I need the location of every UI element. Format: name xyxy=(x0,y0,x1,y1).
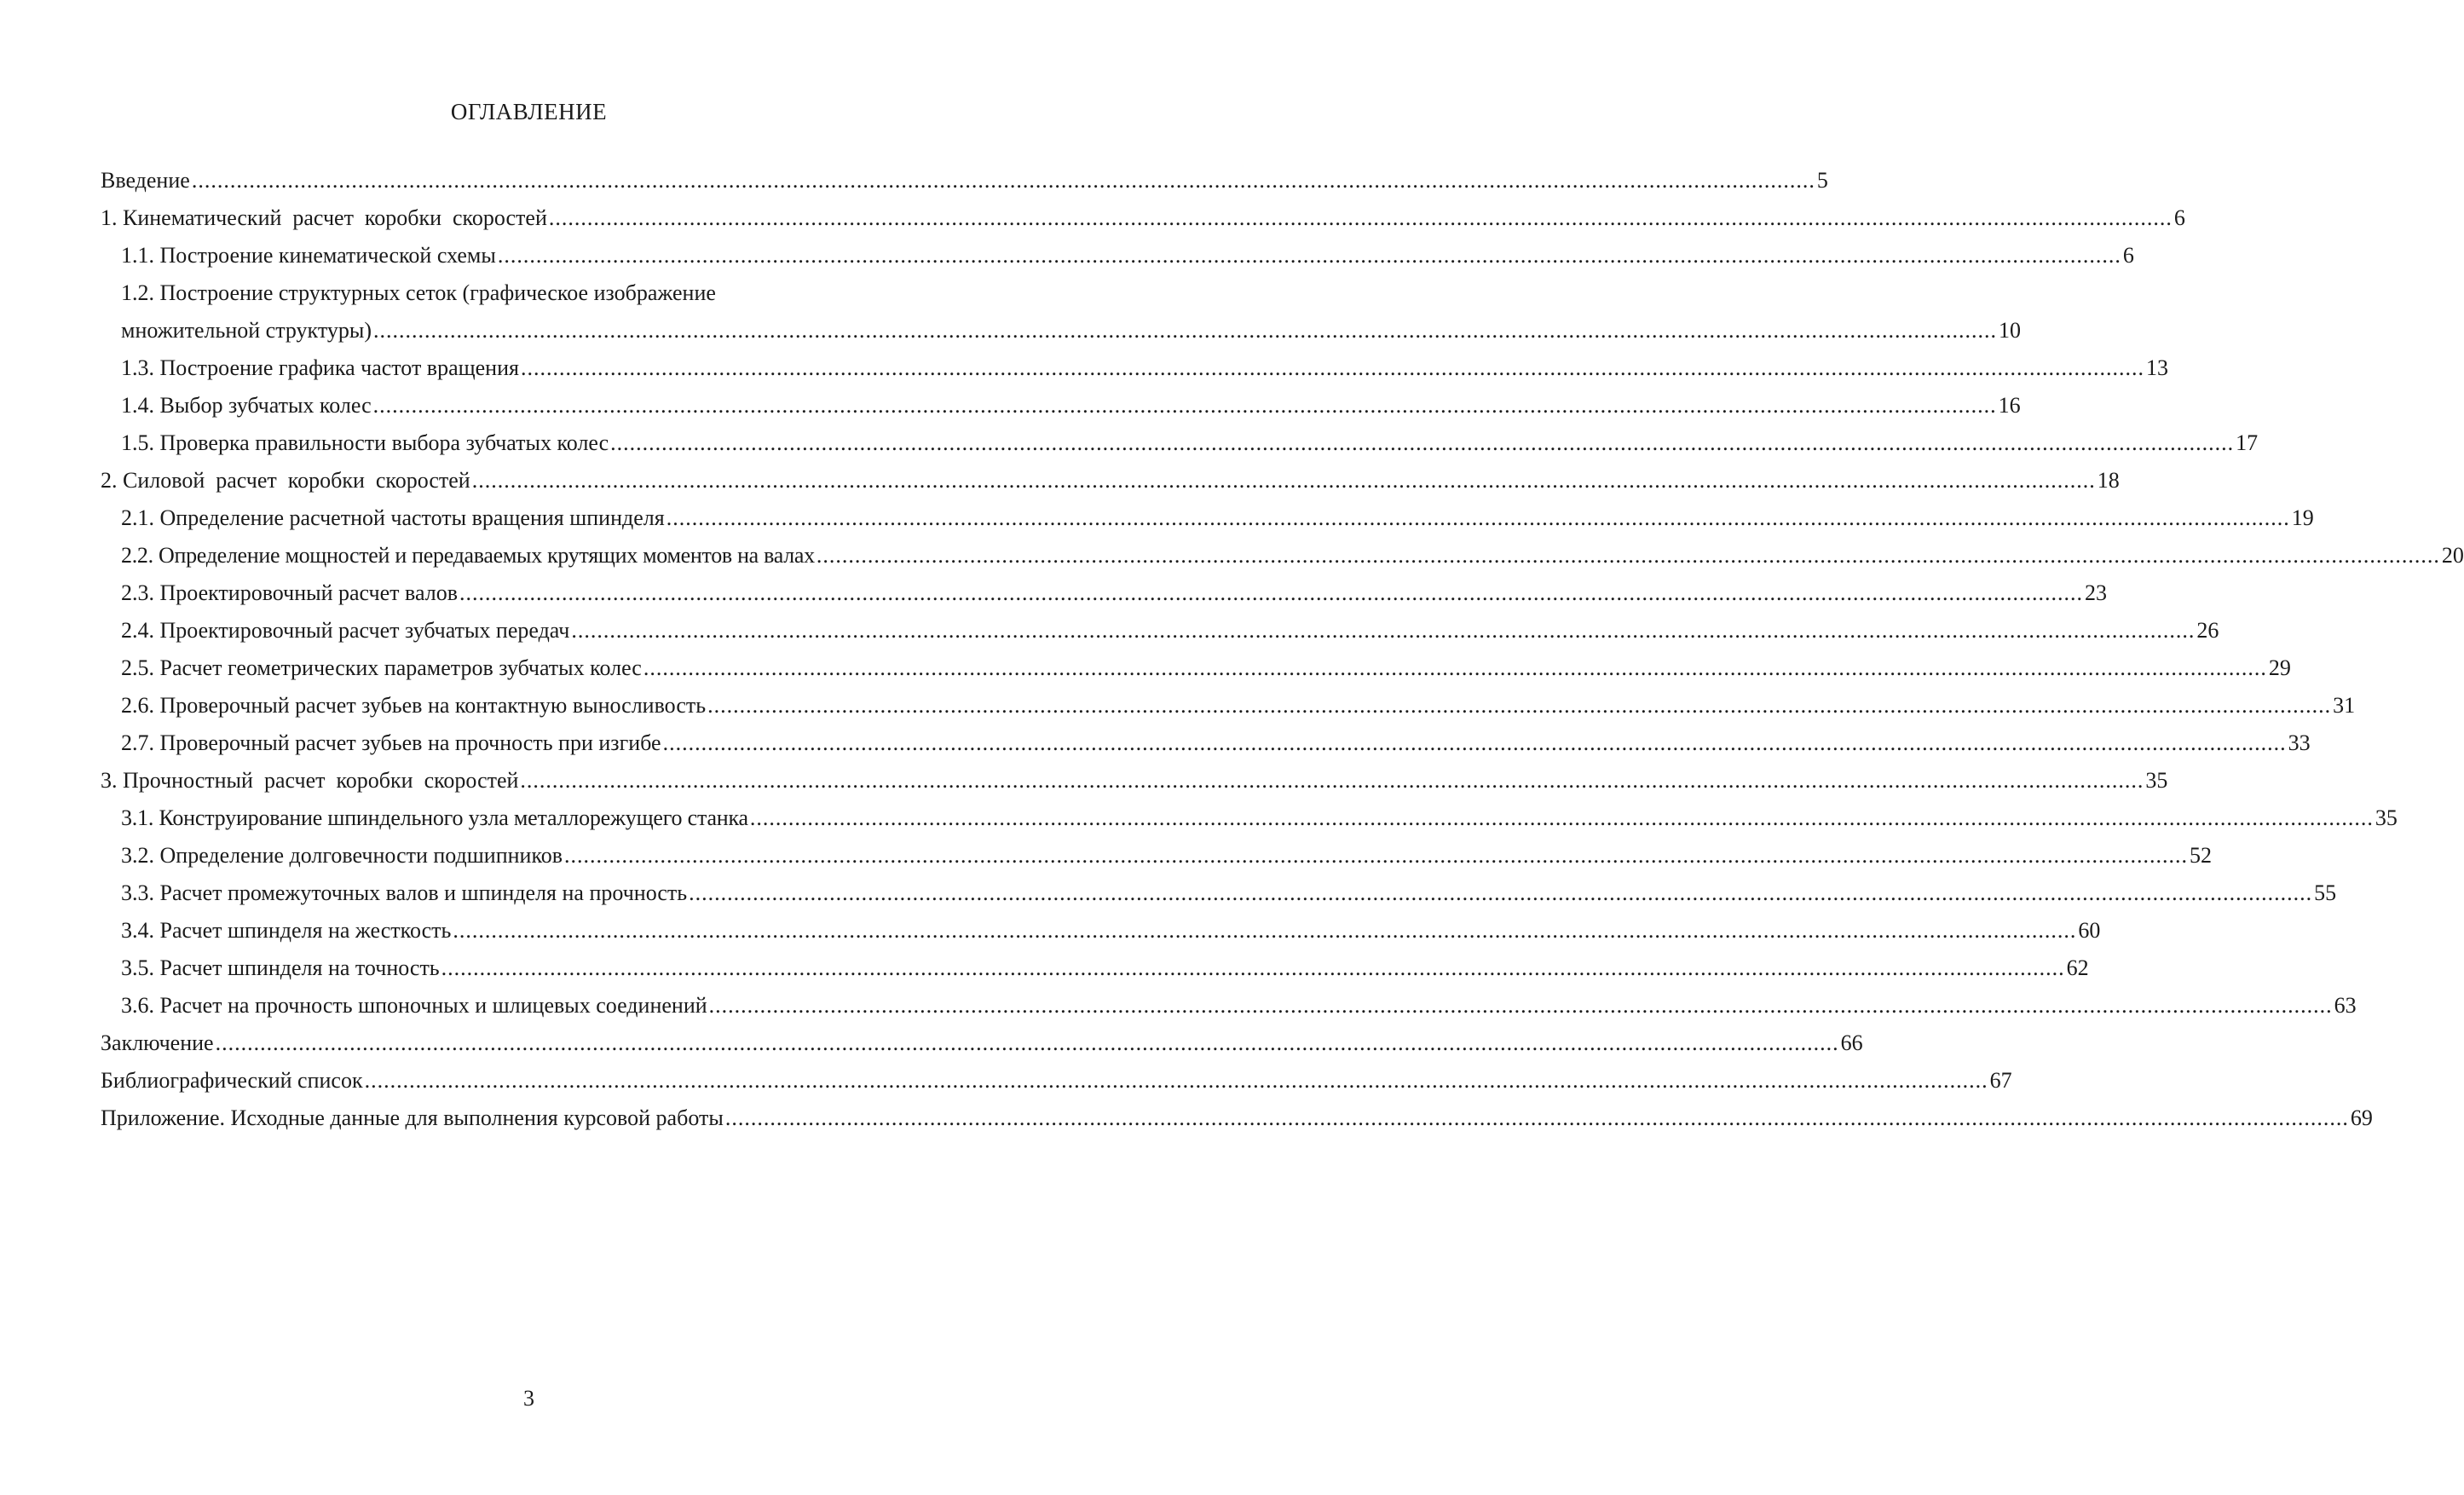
toc-entry-label: 3.4. Расчет шпинделя на жесткость xyxy=(121,918,452,943)
toc-entry-page: 19 xyxy=(2291,505,2314,530)
dot-leader xyxy=(643,649,2267,687)
toc-entry-2-2[interactable] xyxy=(101,537,2464,574)
toc-entry-label: 2.7. Проверочный расчет зубьев на прочность при изгибе xyxy=(121,730,661,755)
toc-entry-page: 31 xyxy=(2333,693,2356,718)
dot-leader xyxy=(750,799,2374,837)
dot-leader xyxy=(459,574,2083,612)
dot-leader xyxy=(689,874,2312,912)
dot-leader xyxy=(571,612,2195,649)
dot-leader xyxy=(373,312,1997,349)
dot-leader xyxy=(817,537,2440,574)
toc-entry-appendix[interactable] xyxy=(101,1100,2373,1137)
toc-entry-page: 62 xyxy=(2066,955,2089,980)
dot-leader xyxy=(725,1100,2349,1137)
dot-leader xyxy=(521,349,2144,387)
dot-leader xyxy=(549,199,2173,237)
toc-entry-conclusion[interactable] xyxy=(101,1025,1863,1062)
toc-entry-label: Приложение. Исходные данные для выполнения курсовой работы xyxy=(101,1105,724,1130)
toc-entry-bibliography[interactable] xyxy=(101,1062,2012,1100)
toc-entry-2-7[interactable] xyxy=(101,724,2311,762)
toc-entry-page: 29 xyxy=(2268,655,2291,680)
toc-entry-label: 3.6. Расчет на прочность шпоночных и шлицевых соединений xyxy=(121,993,707,1018)
dot-leader xyxy=(192,162,1815,199)
dot-leader xyxy=(441,950,2065,987)
toc-entry-page: 20 xyxy=(2441,543,2464,568)
toc-entry-3-5[interactable] xyxy=(101,950,2089,987)
toc-entry-3-6[interactable] xyxy=(101,987,2357,1025)
toc-entry-page: 5 xyxy=(1816,168,1828,193)
dot-leader xyxy=(666,499,2290,537)
toc-entry-label-line1: 1.2. Построение структурных сеток (графическое изображение xyxy=(121,280,716,305)
toc-entry-1-1[interactable] xyxy=(101,237,2134,274)
toc-entry-chapter-3[interactable] xyxy=(101,762,2168,799)
toc-entry-label: 3.5. Расчет шпинделя на точность xyxy=(121,955,440,980)
dot-leader xyxy=(610,424,2234,462)
toc-entry-page: 35 xyxy=(2145,768,2168,793)
toc-entry-label: 1.5. Проверка правильности выбора зубчатых колес xyxy=(121,430,609,455)
toc-entry-page: 63 xyxy=(2334,993,2357,1018)
toc-entry-2-6[interactable] xyxy=(101,687,2356,724)
toc-entry-page: 10 xyxy=(1998,318,2021,343)
toc-entry-page: 33 xyxy=(2288,730,2311,755)
toc-entry-2-3[interactable] xyxy=(101,574,2107,612)
toc-entry-page: 17 xyxy=(2236,430,2259,455)
toc-entry-page: 66 xyxy=(1840,1030,1863,1055)
toc-entry-page: 16 xyxy=(1998,393,2021,418)
toc-entry-2-5[interactable] xyxy=(101,649,2291,687)
toc-entry-3-1[interactable] xyxy=(101,799,2398,837)
dot-leader xyxy=(709,987,2333,1025)
page-number: 3 xyxy=(523,1386,534,1411)
toc-entry-page: 60 xyxy=(2078,918,2101,943)
dot-leader xyxy=(663,724,2287,762)
toc-entry-label: Библиографический список xyxy=(101,1068,363,1093)
toc-entry-3-2[interactable] xyxy=(101,837,2213,874)
dot-leader xyxy=(453,912,2076,950)
toc-entry-label: Введение xyxy=(101,168,190,193)
toc-entry-page: 67 xyxy=(1989,1068,2012,1093)
toc-entry-label: 1.3. Построение графика частот вращения xyxy=(121,355,519,380)
toc-entry-page: 35 xyxy=(2375,805,2398,830)
toc-entry-3-4[interactable] xyxy=(101,912,2101,950)
toc-entry-label-line2: множительной структуры) xyxy=(121,318,372,343)
toc-entry-page: 23 xyxy=(2085,580,2107,605)
toc-entry-label: 3.1. Конструирование шпиндельного узла металлорежущего станка xyxy=(121,805,748,830)
dot-leader xyxy=(216,1025,1839,1062)
page-title: ОГЛАВЛЕНИЕ xyxy=(450,99,608,124)
dot-leader xyxy=(564,837,2188,874)
toc-entry-1-4[interactable] xyxy=(101,387,2021,424)
toc-entry-page: 6 xyxy=(2173,205,2185,230)
dot-leader xyxy=(365,1062,1988,1100)
toc-entry-label: 3.3. Расчет промежуточных валов и шпинделя на прочность xyxy=(121,880,688,905)
toc-entry-label: 3.2. Определение долговечности подшипников xyxy=(121,843,563,868)
toc-entry-label: 2.3. Проектировочный расчет валов xyxy=(121,580,458,605)
toc-entry-label: Заключение xyxy=(101,1030,214,1055)
toc-entry-2-1[interactable] xyxy=(101,499,2314,537)
table-of-contents xyxy=(101,162,2464,1137)
dot-leader xyxy=(520,762,2144,799)
toc-entry-page: 13 xyxy=(2145,355,2168,380)
dot-leader xyxy=(707,687,2331,724)
toc-entry-intro[interactable] xyxy=(101,162,1828,199)
toc-entry-chapter-2[interactable] xyxy=(101,462,2120,499)
toc-entry-page: 26 xyxy=(2196,618,2219,643)
toc-entry-label: 2.4. Проектировочный расчет зубчатых передач xyxy=(121,618,570,643)
toc-entry-1-3[interactable] xyxy=(101,349,2168,387)
toc-entry-page: 55 xyxy=(2314,880,2337,905)
toc-entry-label: 2.1. Определение расчетной частоты вращения шпинделя xyxy=(121,505,665,530)
toc-entry-page: 6 xyxy=(2122,243,2134,268)
toc-entry-label: 2. Силовой расчет коробки скоростей xyxy=(101,468,470,493)
toc-entry-page: 69 xyxy=(2350,1105,2373,1130)
toc-entry-chapter-1[interactable] xyxy=(101,199,2185,237)
dot-leader xyxy=(373,387,1997,424)
toc-entry-label: 2.6. Проверочный расчет зубьев на контактную выносливость xyxy=(121,693,707,718)
toc-entry-1-2[interactable] xyxy=(101,274,2021,349)
toc-entry-label: 2.5. Расчет геометрических параметров зубчатых колес xyxy=(121,655,642,680)
toc-entry-label: 2.2. Определение мощностей и передаваемых крутящих моментов на валах xyxy=(121,543,815,568)
toc-entry-2-4[interactable] xyxy=(101,612,2219,649)
toc-entry-label: 3. Прочностный расчет коробки скоростей xyxy=(101,768,519,793)
toc-entry-page: 52 xyxy=(2190,843,2213,868)
toc-entry-page: 18 xyxy=(2097,468,2120,493)
toc-entry-1-5[interactable] xyxy=(101,424,2259,462)
toc-entry-label: 1. Кинематический расчет коробки скоростей xyxy=(101,205,547,230)
toc-entry-label: 1.1. Построение кинематической схемы xyxy=(121,243,496,268)
toc-entry-3-3[interactable] xyxy=(101,874,2337,912)
dot-leader xyxy=(498,237,2121,274)
dot-leader xyxy=(472,462,2096,499)
toc-entry-label: 1.4. Выбор зубчатых колес xyxy=(121,393,372,418)
